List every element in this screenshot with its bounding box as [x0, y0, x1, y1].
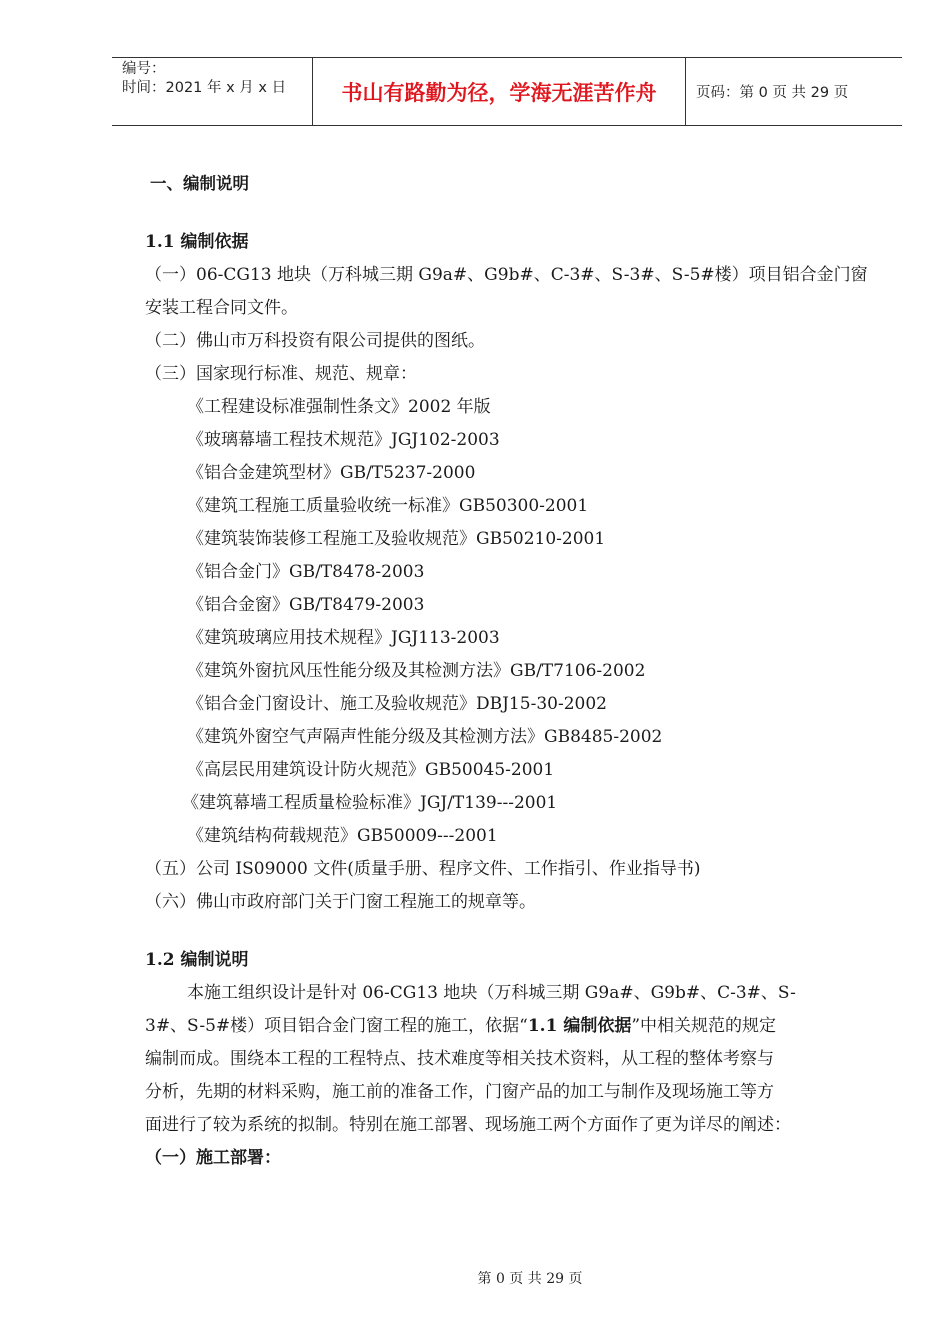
- body-text: 3#、S-5#楼）项目铝合金门窗工程的施工，依据“: [145, 1016, 528, 1036]
- standard-item: 《建筑幕墙工程质量检验标准》JGJ/T139---2001: [182, 793, 558, 813]
- body-paragraph-line: 面进行了较为系统的拟制。特别在施工部署、现场施工两个方面作了更为详尽的阐述：: [145, 1115, 791, 1135]
- subsection-title-1-1: 1.1 编制依据: [145, 232, 249, 252]
- basis-item-3: （三）国家现行标准、规范、规章：: [145, 364, 417, 384]
- standard-item: 《建筑工程施工质量验收统一标准》GB50300-2001: [187, 496, 589, 516]
- section-title: 一、编制说明: [150, 174, 249, 193]
- body-emphasis: 1.1 编制依据: [527, 1016, 632, 1036]
- body-text: ”中相关规范的规定: [631, 1016, 777, 1036]
- standard-item: 《建筑结构荷载规范》GB50009---2001: [187, 826, 498, 846]
- basis-item-5: （五）公司 IS09000 文件(质量手册、程序文件、工作指引、作业指导书): [145, 859, 701, 879]
- body-paragraph-line: 本施工组织设计是针对 06-CG13 地块（万科城三期 G9a#、G9b#、C-3#、S-: [187, 983, 796, 1003]
- standard-item: 《建筑外窗空气声隔声性能分级及其检测方法》GB8485-2002: [187, 727, 663, 747]
- body-paragraph-line: 分析，先期的材料采购，施工前的准备工作，门窗产品的加工与制作及现场施工等方: [145, 1082, 774, 1102]
- standard-item: 《建筑外窗抗风压性能分级及其检测方法》GB/T7106-2002: [187, 661, 646, 681]
- standard-item: 《工程建设标准强制性条文》2002 年版: [187, 397, 491, 417]
- basis-item-2: （二）佛山市万科投资有限公司提供的图纸。: [145, 331, 485, 351]
- standard-item: 《高层民用建筑设计防火规范》GB50045-2001: [187, 760, 555, 780]
- header-motto: 书山有路勤为径，学海无涯苦作舟: [312, 58, 686, 125]
- standard-item: 《建筑装饰装修工程施工及验收规范》GB50210-2001: [187, 529, 606, 549]
- body-paragraph-line: 编制而成。围绕本工程的工程特点、技术难度等相关技术资料，从工程的整体考察与: [145, 1049, 774, 1069]
- header-table: [112, 57, 902, 126]
- standard-item: 《铝合金窗》GB/T8479-2003: [187, 595, 425, 615]
- standard-item: 《铝合金门窗设计、施工及验收规范》DBJ15-30-2002: [187, 694, 607, 714]
- basis-item-6: （六）佛山市政府部门关于门窗工程施工的规章等。: [145, 892, 536, 912]
- standard-item: 《玻璃幕墙工程技术规范》JGJ102-2003: [187, 430, 500, 450]
- standard-item: 《铝合金门》GB/T8478-2003: [187, 562, 425, 582]
- body-paragraph-line: [145, 1014, 776, 1038]
- footer-page-number: 第 0 页 共 29 页: [477, 1271, 583, 1287]
- document-time-label: 时间：2021 年 x 月 x 日: [122, 80, 287, 96]
- header-page-info: 页码：第 0 页 共 29 页: [696, 85, 849, 101]
- basis-item-1-cont: 安装工程合同文件。: [145, 298, 298, 318]
- sub-heading-deployment: （一）施工部署：: [145, 1148, 281, 1168]
- header-left-cell: [112, 58, 312, 125]
- standard-item: 《铝合金建筑型材》GB/T5237-2000: [187, 463, 476, 483]
- standard-item: 《建筑玻璃应用技术规程》JGJ113-2003: [187, 628, 500, 648]
- subsection-title-1-2: 1.2 编制说明: [145, 950, 249, 970]
- document-number-label: 编号：: [122, 61, 166, 77]
- basis-item-1: （一）06-CG13 地块（万科城三期 G9a#、G9b#、C-3#、S-3#、S-5#楼）项目铝合金门窗: [145, 265, 868, 285]
- page-footer: [0, 1268, 950, 1288]
